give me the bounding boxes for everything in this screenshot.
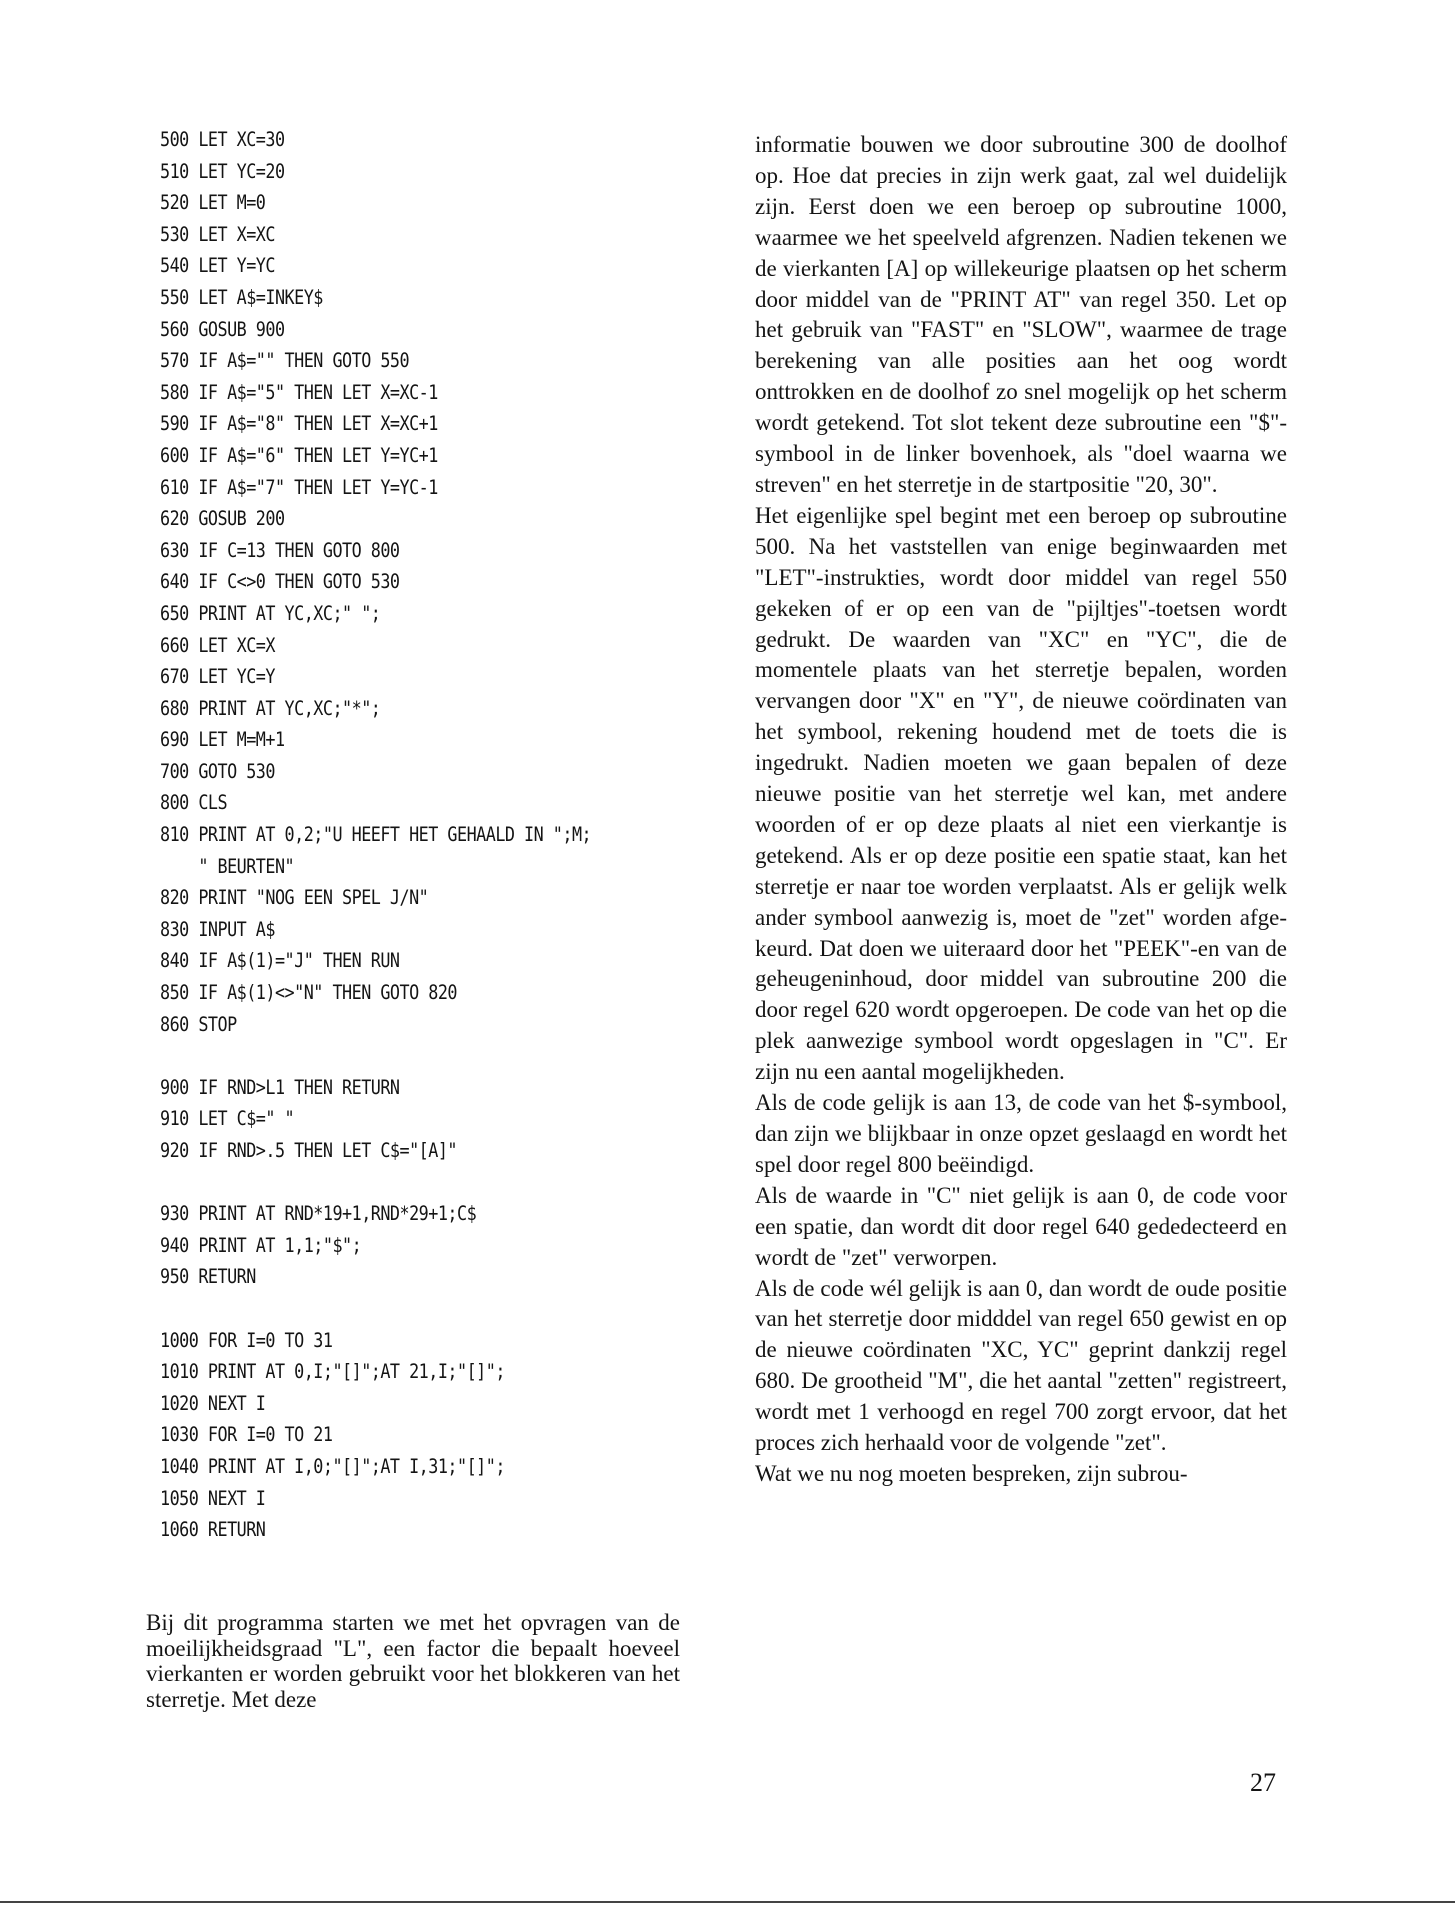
code-line: 520 LET M=0 <box>160 191 266 215</box>
code-line: 590 IF A$="8" THEN LET X=XC+1 <box>160 412 438 436</box>
code-line: 540 LET Y=YC <box>160 254 275 278</box>
paragraph: Als de code gelijk is aan 13, de code van het $-symbool, dan zijn we blijkbaar in onze opzet geslaagd en wordt het spel door regel 800 beëindigd. <box>755 1090 1287 1177</box>
code-line: 810 PRINT AT 0,2;"U HEEFT HET GEHAALD IN ";M; <box>160 823 592 847</box>
paragraph: Als de waarde in "C" niet gelijk is aan 0, de code voor een spatie, dan wordt dit door regel 640 gededecteerd en wordt de "zet" verworpen. <box>755 1182 1287 1270</box>
paragraph: Wat we nu nog moeten bespreken, zijn subrou- <box>755 1460 1188 1486</box>
code-line: 1020 NEXT I <box>160 1391 266 1415</box>
code-line: 1050 NEXT I <box>160 1486 266 1510</box>
code-line: 700 GOTO 530 <box>160 759 275 783</box>
code-line: 1040 PRINT AT I,0;"[]";AT I,31;"[]"; <box>160 1454 505 1478</box>
code-line: 680 PRINT AT YC,XC;"*"; <box>160 696 381 720</box>
code-line: 900 IF RND>L1 THEN RETURN <box>160 1075 400 1099</box>
code-line: 830 INPUT A$ <box>160 917 275 941</box>
explanation-column <box>755 130 1287 1490</box>
code-line: 500 LET XC=30 <box>160 128 285 151</box>
page-number: 27 <box>1250 1768 1276 1797</box>
code-line: 860 STOP <box>160 1012 237 1036</box>
code-line: 600 IF A$="6" THEN LET Y=YC+1 <box>160 443 438 467</box>
code-line: 690 LET M=M+1 <box>160 728 285 752</box>
paragraph: Het eigenlijke spel begint met een beroep op subroutine 500. Na het vaststellen van enige beginwaarden met "LET"-instrukties, wordt door middel van regel 550 gekeken of er op een van de "pijltjes"-toetsen wordt gedrukt. De waarden van "XC" en "YC", die de momentele plaats van het sterretje bepalen, worden vervangen door "X" en "Y", de nieuwe coördinaten van het symbool, rekening houdend met de toets die is ingedrukt. Nadien moeten we gaan bepalen of deze nieuwe positie van het sterretje wel kan, met andere woorden of er op deze plaats al niet een vierkantje is getekend. Als er op deze positie een spatie staat, kan het sterretje er naar toe worden verplaatst. Als er gelijk welk ander symbool aanwezig is, moet de "zet" worden afgekeurd. Dat doen we uiteraard door het "PEEK"-en van de geheugeninhoud, door middel van subroutine 200 die door regel 620 wordt opgeroepen. De code van het op die plek aanwezige symbool wordt opgeslagen in "C". Er zijn nu een aantal mogelijkheden. <box>755 502 1287 1085</box>
code-line: 650 PRINT AT YC,XC;" "; <box>160 601 381 625</box>
code-line: 940 PRINT AT 1,1;"$"; <box>160 1233 362 1257</box>
code-line: 640 IF C<>0 THEN GOTO 530 <box>160 570 400 594</box>
code-line: 800 CLS <box>160 791 228 815</box>
bottom-rule <box>0 1901 1455 1903</box>
code-blank-line <box>160 1167 680 1199</box>
code-line: 920 IF RND>.5 THEN LET C$="[A]" <box>160 1139 457 1162</box>
code-line: 1060 RETURN <box>160 1518 266 1542</box>
code-line: 1010 PRINT AT 0,I;"[]";AT 21,I;"[]"; <box>160 1360 505 1384</box>
code-line: 580 IF A$="5" THEN LET X=XC-1 <box>160 380 438 404</box>
code-line: 840 IF A$(1)="J" THEN RUN <box>160 949 400 973</box>
code-line: " BEURTEN" <box>160 854 295 878</box>
code-line: 610 IF A$="7" THEN LET Y=YC-1 <box>160 475 438 499</box>
code-blank-line <box>160 1040 680 1072</box>
code-line: 620 GOSUB 200 <box>160 507 285 531</box>
code-line: 1000 FOR I=0 TO 31 <box>160 1328 333 1352</box>
code-line: 560 GOSUB 900 <box>160 317 285 341</box>
code-line: 670 LET YC=Y <box>160 665 275 689</box>
code-blank-line <box>160 1293 680 1325</box>
intro-text: Bij dit programma starten we met het opvragen van de moeilijkheidsgraad "L", een factor die bepaalt hoeveel vierkanten er worden gebruikt voor het blokkeren van het sterretje. Met deze <box>146 1610 680 1712</box>
code-line: 630 IF C=13 THEN GOTO 800 <box>160 538 400 562</box>
paragraph: Als de code wél gelijk is aan 0, dan wordt de oude positie van het sterretje door midddel van regel 650 gewist en op de nieuwe coördinaten "XC, YC" geprint dankzij regel 680. De grootheid "M", die het aantal "zetten" registreert, wordt met 1 verhoogd en regel 700 zorgt ervoor, dat het proces zich herhaald voor de volgende "zet". <box>755 1275 1287 1456</box>
code-line: 850 IF A$(1)<>"N" THEN GOTO 820 <box>160 981 457 1005</box>
code-line: 820 PRINT "NOG EEN SPEL J/N" <box>160 886 429 910</box>
code-line: 570 IF A$="" THEN GOTO 550 <box>160 349 410 373</box>
paragraph: informatie bouwen we door subroutine 300 de doolhof op. Hoe dat precies in zijn werk gaat, zal wel duidelijk zijn. Eerst doen we een beroep op subroutine 1000, waarmee we het speelveld afgrenzen. Nadien tekenen we de vierkanten [A] op willekeurige plaatsen op het scherm door middel van de "PRINT AT" van regel 350. Let op het gebruik van "FAST" en "SLOW", waarmee de trage berekening van alle posities aan het oog wordt onttrokken en de doolhof zo snel mogelijk op het scherm wordt getekend. Tot slot tekent deze subroutine een "$"-symbool in de linker bovenhoek, als "doel waarna we streven" en het sterretje in de startpositie "20, 30". <box>755 132 1287 497</box>
code-line: 930 PRINT AT RND*19+1,RND*29+1;C$ <box>160 1202 477 1226</box>
code-line: 1030 FOR I=0 TO 21 <box>160 1423 333 1447</box>
code-line: 910 LET C$=" " <box>160 1107 295 1131</box>
code-line: 950 RETURN <box>160 1265 256 1289</box>
code-line: 510 LET YC=20 <box>160 159 285 183</box>
intro-paragraph <box>146 1610 680 1712</box>
basic-code-listing <box>160 124 680 1546</box>
code-line: 530 LET X=XC <box>160 222 275 246</box>
code-line: 550 LET A$=INKEY$ <box>160 285 323 309</box>
code-line: 660 LET XC=X <box>160 633 275 657</box>
